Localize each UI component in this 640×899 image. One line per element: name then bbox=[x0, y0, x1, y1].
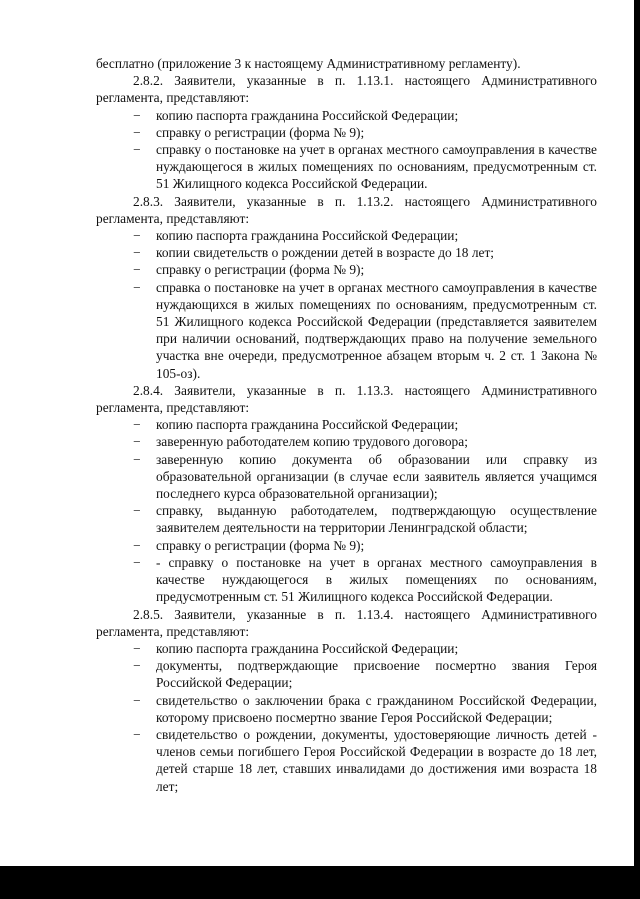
list-item-text: копию паспорта гражданина Российской Федерации; bbox=[156, 107, 459, 123]
list-item bbox=[96, 657, 597, 691]
list-item-text: заверенную копию документа об образовании или справку из образовательной организации (в случае если заявитель является учащимся последнего курса образовательной организации); bbox=[156, 451, 597, 502]
list-item-text: копию паспорта гражданина Российской Федерации; bbox=[156, 640, 459, 656]
list-dash-marker: − bbox=[133, 262, 141, 278]
list-item-text: справка о постановке на учет в органах местного самоуправления в качестве нуждающихся в жилых помещениях по основаниям, предусмотренным ст. 51 Жилищного кодекса Российской Федерации (представляется заявителем при наличии оснований, подтверждающих право на получение земельного участка вне очереди, предусмотренное абзацем вторым ч. 2 ст. 1 Закона № 105-оз). bbox=[156, 279, 597, 381]
list-item bbox=[96, 124, 597, 141]
list-item bbox=[96, 279, 597, 382]
list-item-text: - справку о постановке на учет в органах местного самоуправления в качестве нуждающегося в жилых помещениях по основаниям, предусмотренным ст. 51 Жилищного кодекса Российской Федерации. bbox=[156, 554, 597, 605]
list-item-text: копию паспорта гражданина Российской Федерации; bbox=[156, 228, 459, 244]
list-item bbox=[96, 141, 597, 193]
list-item bbox=[96, 451, 597, 503]
list-item-text: справку о регистрации (форма № 9); bbox=[156, 124, 365, 140]
list-item bbox=[96, 261, 597, 278]
section-paragraph: 2.8.2. Заявители, указанные в п. 1.13.1. настоящего Административного регламента, представляют: bbox=[96, 73, 597, 106]
list-item bbox=[96, 433, 597, 450]
list-dash-marker: − bbox=[133, 640, 141, 656]
list-dash-marker: − bbox=[133, 451, 141, 467]
list-item bbox=[96, 726, 597, 795]
list-item bbox=[96, 107, 597, 124]
paragraph: бесплатно (приложение 3 к настоящему Административному регламенту). bbox=[96, 56, 521, 71]
list-dash-marker: − bbox=[133, 503, 141, 519]
list-item-text: документы, подтверждающие присвоение посмертно звания Героя Российской Федерации; bbox=[156, 658, 597, 691]
list-dash-marker: − bbox=[133, 692, 141, 708]
list-item-text: заверенную работодателем копию трудового договора; bbox=[156, 434, 468, 450]
list-dash-marker: − bbox=[133, 434, 141, 450]
list-item-text: свидетельство о рождении, документы, удостоверяющие личность детей - членов семьи погибшего Героя Российской Федерации в возрасте до 18 лет, детей старше 18 лет, ставших инвалидами до достижения ими возраста 18 лет; bbox=[156, 726, 597, 794]
list-item-text: справку, выданную работодателем, подтверждающую осуществление заявителем деятельности на территории Ленинградской области; bbox=[156, 503, 597, 536]
section-paragraph: 2.8.4. Заявители, указанные в п. 1.13.3. настоящего Административного регламента, представляют: bbox=[96, 382, 597, 416]
list-dash-marker: − bbox=[133, 554, 141, 570]
list-item-text: справку о регистрации (форма № 9); bbox=[156, 537, 365, 553]
section-paragraph: 2.8.5. Заявители, указанные в п. 1.13.4. настоящего Административного регламента, представляют: bbox=[96, 606, 597, 639]
list-item-text: копии свидетельств о рождении детей в возрасте до 18 лет; bbox=[156, 245, 495, 261]
list-dash-marker: − bbox=[133, 124, 141, 140]
list-dash-marker: − bbox=[133, 245, 141, 261]
list-item bbox=[96, 537, 597, 554]
list-item-text: копию паспорта гражданина Российской Федерации; bbox=[156, 417, 459, 433]
section-paragraph: 2.8.3. Заявители, указанные в п. 1.13.2. настоящего Административного регламента, представляют: bbox=[96, 193, 597, 226]
list-dash-marker: − bbox=[133, 417, 141, 433]
list-dash-marker: − bbox=[133, 142, 141, 158]
list-dash-marker: − bbox=[133, 726, 141, 742]
list-item bbox=[96, 227, 597, 244]
list-item-text: справку о постановке на учет в органах местного самоуправления в качестве нуждающегося в жилых помещениях по основаниям, предусмотренным ст. 51 Жилищного кодекса Российской Федерации. bbox=[156, 142, 597, 192]
scan-edge-bottom bbox=[0, 866, 640, 899]
list-item bbox=[96, 640, 597, 657]
document-body bbox=[96, 55, 597, 795]
list-dash-marker: − bbox=[133, 107, 141, 123]
list-item bbox=[96, 554, 597, 606]
list-dash-marker: − bbox=[133, 228, 141, 244]
list-dash-marker: − bbox=[133, 279, 141, 295]
list-item-text: справку о регистрации (форма № 9); bbox=[156, 262, 365, 278]
scan-edge-right bbox=[634, 0, 640, 899]
list-dash-marker: − bbox=[133, 537, 141, 553]
list-item bbox=[96, 692, 597, 726]
list-item-text: свидетельство о заключении брака с гражданином Российской Федерации, которому присвоено посмертно звание Героя Российской Федерации; bbox=[156, 692, 597, 725]
list-item bbox=[96, 244, 597, 261]
list-item bbox=[96, 416, 597, 433]
list-dash-marker: − bbox=[133, 658, 141, 674]
list-item bbox=[96, 502, 597, 536]
